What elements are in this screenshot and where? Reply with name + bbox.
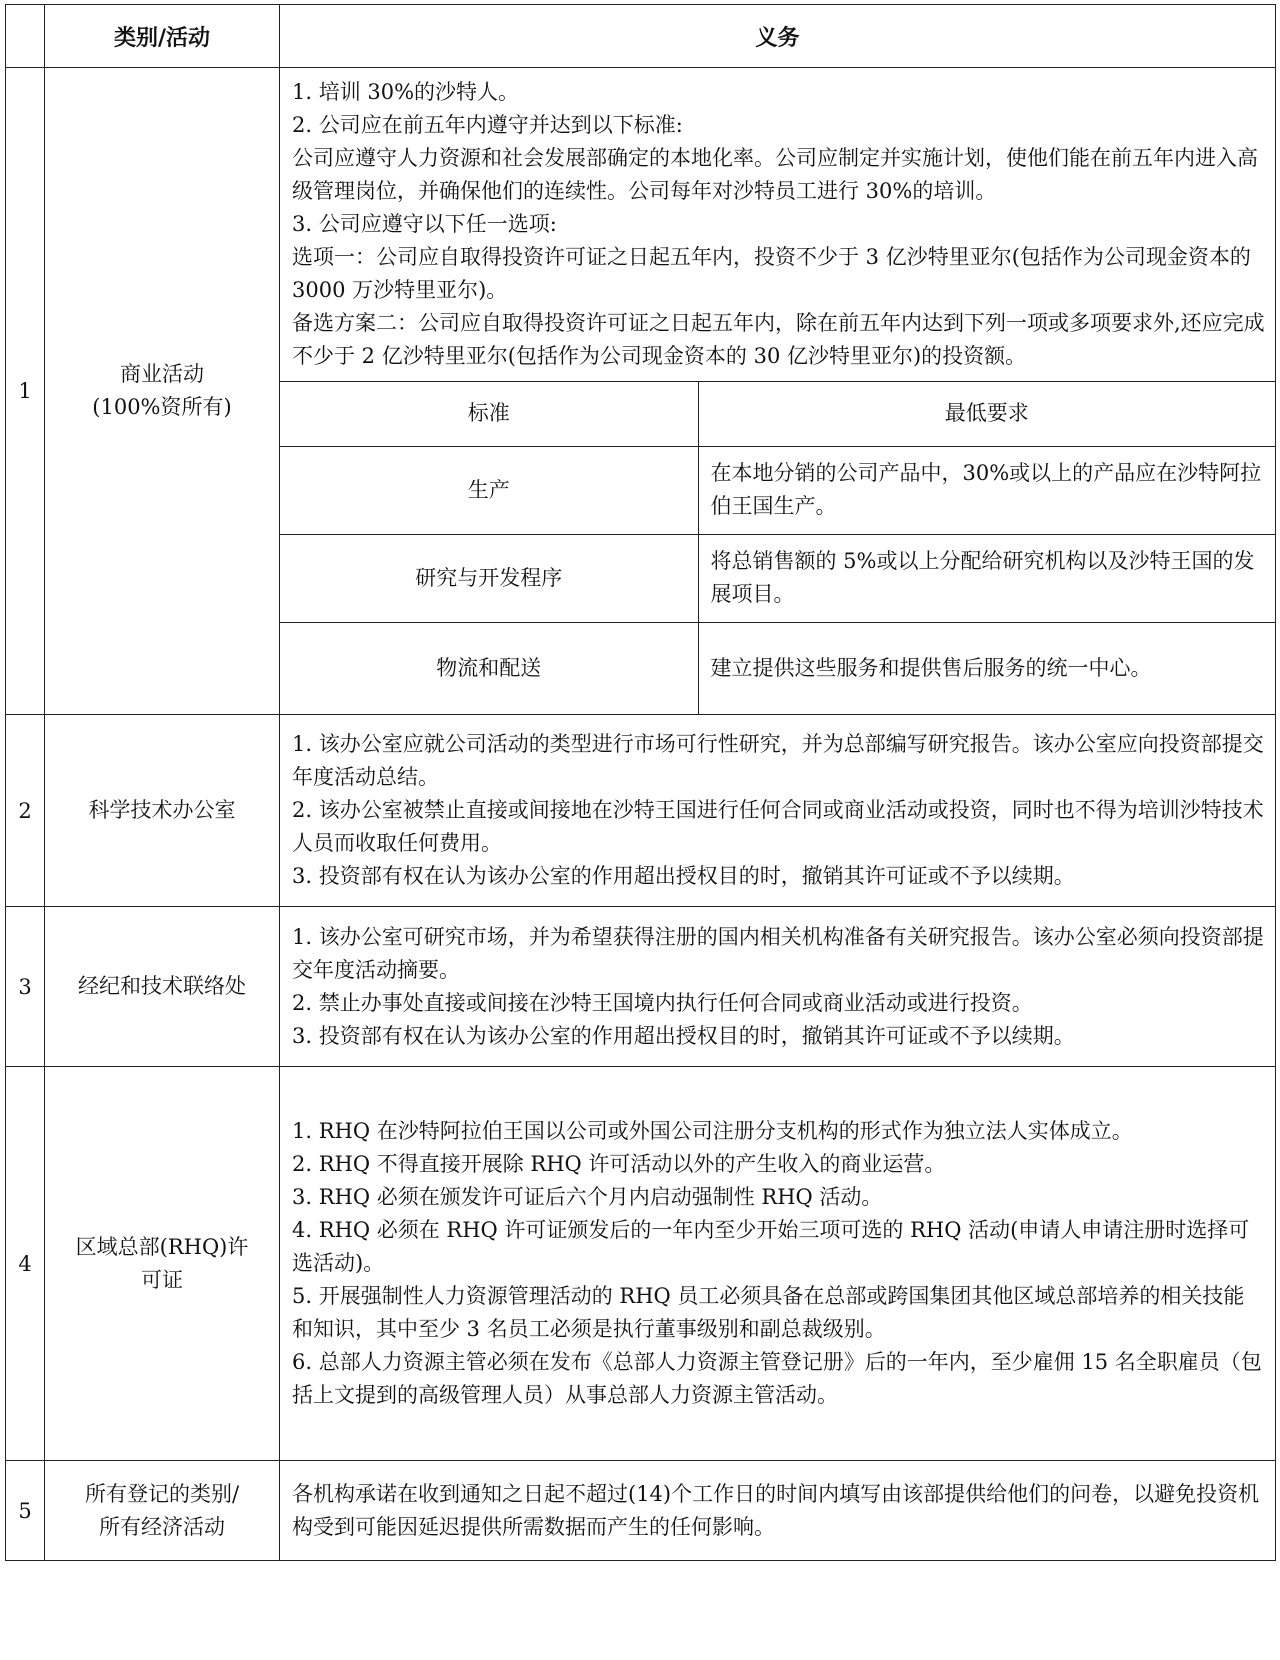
- criteria-header-row: [280, 382, 1275, 446]
- obligation-item: 2. 禁止办事处直接或间接在沙特王国境内执行任何合同或商业活动或进行投资。: [292, 990, 1033, 1015]
- obligation-item: 2. 公司应在前五年内遵守并达到以下标准:: [292, 113, 683, 137]
- criteria-table: [280, 382, 1275, 714]
- obligation-item: 2. 该办公室被禁止直接或间接地在沙特王国进行任何合同或商业活动或投资，同时也不得为培训沙特技术人员而收取任何费用。: [292, 798, 1264, 855]
- criteria-row: [280, 446, 1275, 534]
- category-line: (100%资所有): [92, 395, 232, 419]
- category-line: 区域总部(RHQ)许: [75, 1234, 249, 1259]
- obligation-item: 1. RHQ 在沙特阿拉伯王国以公司或外国公司注册分支机构的形式作为独立法人实体成立。: [292, 1119, 1133, 1143]
- obligation-item: 各机构承诺在收到通知之日起不超过(14)个工作日的时间内填写由该部提供给他们的问卷，以避免投资机构受到可能因延迟提供所需数据而产生的任何影响。: [292, 1481, 1260, 1539]
- row-obligations: [280, 1461, 1276, 1561]
- obligation-item: 选项一：公司应自取得投资许可证之日起五年内，投资不少于 3 亿沙特里亚尔(包括作为公司现金资本的 3000 万沙特里亚尔)。: [292, 245, 1251, 302]
- obligation-item: 2. RHQ 不得直接开展除 RHQ 许可活动以外的产生收入的商业运营。: [292, 1152, 946, 1176]
- row-obligations: [280, 907, 1276, 1067]
- table-row: [6, 715, 1276, 907]
- row-obligations: [280, 68, 1276, 715]
- criteria-header-minimum: 最低要求: [698, 382, 1275, 446]
- obligation-item: 6. 总部人力资源主管必须在发布《总部人力资源主管登记册》后的一年内，至少雇佣 15 名全职雇员（包括上文提到的高级管理人员）从事总部人力资源主管活动。: [292, 1350, 1262, 1407]
- obligations-table: [5, 4, 1276, 1561]
- criteria-standard: 物流和配送: [280, 622, 698, 714]
- obligation-item: 3. RHQ 必须在颁发许可证后六个月内启动强制性 RHQ 活动。: [292, 1185, 883, 1209]
- row-number: 5: [6, 1461, 45, 1561]
- table-row: [6, 1461, 1276, 1561]
- criteria-standard: 研究与开发程序: [280, 534, 698, 622]
- criteria-minimum: 将总销售额的 5%或以上分配给研究机构以及沙特王国的发展项目。: [698, 534, 1275, 622]
- criteria-row: [280, 534, 1275, 622]
- criteria-minimum: 建立提供这些服务和提供售后服务的统一中心。: [710, 655, 1152, 680]
- criteria-row: [280, 622, 1275, 714]
- category-line: 可证: [141, 1267, 183, 1292]
- category-line: 所有经济活动: [99, 1514, 225, 1539]
- row-number: 3: [6, 907, 45, 1067]
- table-header-row: [6, 5, 1276, 68]
- category-line: 商业活动: [120, 362, 204, 386]
- obligation-item: 1. 培训 30%的沙特人。: [292, 80, 520, 104]
- header-obligations: 义务: [280, 5, 1276, 68]
- header-number-cell: [6, 5, 45, 68]
- row-number: 4: [6, 1067, 45, 1461]
- category-line: 科学技术办公室: [88, 798, 236, 822]
- table-row: [6, 907, 1276, 1067]
- row-category: [45, 68, 280, 715]
- row-obligations: [280, 1067, 1276, 1461]
- header-category: 类别/活动: [45, 5, 280, 68]
- criteria-minimum: 在本地分销的公司产品中，30%或以上的产品应在沙特阿拉伯王国生产。: [698, 446, 1275, 534]
- row-category: [45, 907, 280, 1067]
- row-category: [45, 1067, 280, 1461]
- row-category: [45, 715, 280, 907]
- row-category: [45, 1461, 280, 1561]
- obligation-item: 1. 该办公室可研究市场，并为希望获得注册的国内相关机构准备有关研究报告。该办公室必须向投资部提交年度活动摘要。: [292, 924, 1264, 982]
- criteria-header-standard: 标准: [280, 382, 698, 446]
- obligation-item: 5. 开展强制性人力资源管理活动的 RHQ 员工必须具备在总部或跨国集团其他区域总部培养的相关技能和知识，其中至少 3 名员工必须是执行董事级别和副总裁级别。: [292, 1284, 1245, 1341]
- obligation-item: 3. 公司应遵守以下任一选项:: [292, 212, 557, 236]
- row-number: 2: [6, 715, 45, 907]
- criteria-standard: 生产: [280, 446, 698, 534]
- obligation-item: 3. 投资部有权在认为该办公室的作用超出授权目的时，撤销其许可证或不予以续期。: [292, 864, 1075, 888]
- obligation-item: 1. 该办公室应就公司活动的类型进行市场可行性研究，并为总部编写研究报告。该办公室应向投资部提交年度活动总结。: [292, 732, 1264, 789]
- obligation-item: 3. 投资部有权在认为该办公室的作用超出授权目的时，撤销其许可证或不予以续期。: [292, 1023, 1075, 1048]
- table-row: [6, 1067, 1276, 1461]
- obligation-item: 4. RHQ 必须在 RHQ 许可证颁发后的一年内至少开始三项可选的 RHQ 活动(申请人申请注册时选择可选活动)。: [292, 1218, 1250, 1275]
- row-obligations: [280, 715, 1276, 907]
- category-line: 所有登记的类别/: [84, 1481, 240, 1506]
- obligation-item: 公司应遵守人力资源和社会发展部确定的本地化率。公司应制定并实施计划，使他们能在前五年内进入高级管理岗位，并确保他们的连续性。公司每年对沙特员工进行 30%的培训。: [292, 146, 1258, 203]
- obligation-text: [280, 68, 1275, 382]
- row-number: 1: [6, 68, 45, 715]
- category-line: 经纪和技术联络处: [78, 974, 246, 998]
- obligation-item: 备选方案二：公司应自取得投资许可证之日起五年内，除在前五年内达到下列一项或多项要求外,还应完成不少于 2 亿沙特里亚尔(包括作为公司现金资本的 30 亿沙特里亚尔)的投资额。: [292, 311, 1265, 368]
- table-row: [6, 68, 1276, 715]
